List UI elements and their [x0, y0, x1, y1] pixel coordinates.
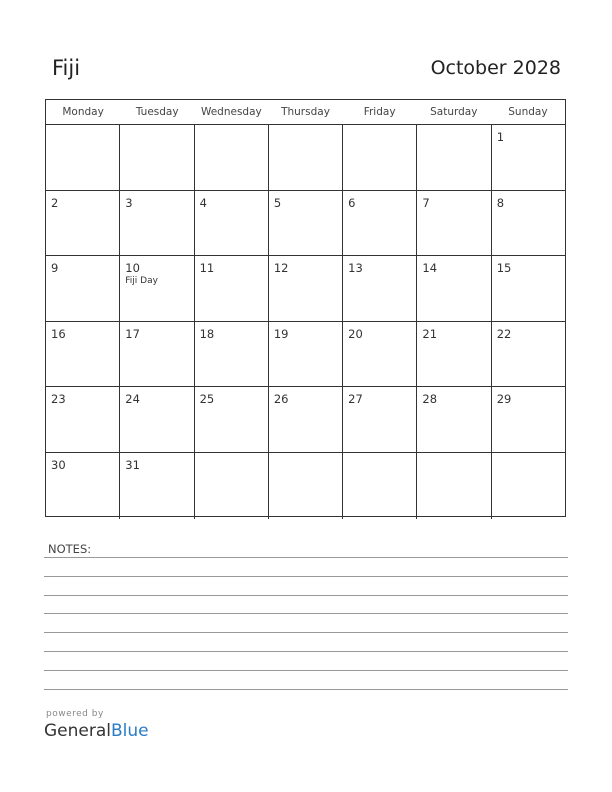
day-number: 9 [51, 261, 59, 276]
day-cell [269, 387, 343, 452]
day-cell [492, 322, 565, 387]
day-cell [46, 387, 120, 452]
weekday-thursday: Thursday [281, 106, 330, 118]
day-cell [120, 256, 194, 321]
day-number: 18 [199, 326, 215, 341]
day-cell [343, 191, 417, 256]
day-number: 10 [125, 261, 140, 276]
brand-general: General [44, 721, 111, 741]
day-number: 16 [51, 326, 66, 341]
brand-blue: Blue [111, 721, 149, 741]
day-cell [120, 387, 194, 452]
weekday-header-row [46, 100, 565, 125]
day-cell [417, 387, 491, 452]
month-year-title: October 2028 [430, 57, 561, 79]
day-number: 28 [422, 392, 438, 407]
day-cell [417, 322, 491, 387]
day-number: 6 [348, 195, 356, 210]
day-number: 31 [125, 457, 140, 472]
day-cell [492, 125, 565, 190]
day-cell [195, 125, 269, 190]
day-number: 2 [51, 195, 59, 210]
day-cell [269, 191, 343, 256]
notes-line [44, 613, 568, 614]
notes-line [44, 557, 568, 558]
weekday-monday: Monday [62, 106, 104, 118]
day-number: 8 [496, 195, 505, 210]
day-cell [269, 125, 343, 190]
day-number: 21 [422, 326, 438, 341]
day-cell [492, 256, 565, 321]
weekday-saturday: Saturday [430, 106, 478, 118]
day-cell [195, 191, 269, 256]
day-cell [417, 453, 491, 519]
week-row [46, 191, 565, 257]
day-number: 26 [273, 392, 289, 407]
day-cell [492, 453, 565, 519]
day-cell [46, 125, 120, 190]
day-number: 20 [348, 326, 363, 341]
day-number: 30 [51, 457, 66, 472]
day-cell [417, 191, 491, 256]
day-cell [343, 387, 417, 452]
day-cell [120, 191, 194, 256]
weekday-tuesday: Tuesday [135, 106, 179, 118]
holiday-label: Fiji Day [125, 276, 158, 287]
week-row [46, 453, 565, 519]
day-cell [46, 256, 120, 321]
day-cell [269, 322, 343, 387]
day-cell [46, 453, 120, 519]
day-number: 29 [496, 392, 512, 407]
day-cell [195, 387, 269, 452]
day-cell [492, 191, 565, 256]
day-number: 14 [422, 261, 438, 276]
day-cell [46, 191, 120, 256]
day-number: 22 [496, 326, 512, 341]
day-cell [417, 256, 491, 321]
day-cell [120, 125, 194, 190]
day-number: 3 [125, 195, 133, 210]
day-number: 11 [199, 261, 215, 276]
day-number: 27 [348, 392, 363, 407]
day-number: 23 [51, 392, 66, 407]
week-row [46, 256, 565, 322]
day-cell [492, 387, 565, 452]
day-number: 19 [273, 326, 289, 341]
day-cell [269, 256, 343, 321]
powered-by-text: powered by [46, 709, 104, 719]
weekday-wednesday: Wednesday [200, 106, 262, 118]
day-cell [343, 453, 417, 519]
notes-line [44, 651, 568, 652]
country-title: Fiji [52, 56, 81, 80]
day-number: 13 [348, 261, 363, 276]
day-cell [120, 322, 194, 387]
notes-line [44, 595, 568, 596]
notes-line [44, 689, 568, 690]
day-number: 5 [273, 195, 282, 210]
day-cell [343, 322, 417, 387]
calendar-grid [45, 99, 566, 517]
notes-line [44, 632, 568, 633]
day-number: 17 [125, 326, 140, 341]
day-number: 25 [199, 392, 215, 407]
day-number: 7 [422, 195, 430, 210]
day-cell [195, 453, 269, 519]
notes-line [44, 670, 568, 671]
day-cell [343, 256, 417, 321]
day-number: 12 [273, 261, 289, 276]
day-cell [120, 453, 194, 519]
brand-logo [44, 721, 149, 741]
day-number: 15 [496, 261, 512, 276]
weekday-sunday: Sunday [508, 106, 548, 118]
day-number: 24 [125, 392, 140, 407]
week-row [46, 125, 565, 191]
week-row [46, 322, 565, 388]
day-number: 4 [199, 195, 207, 210]
day-cell [417, 125, 491, 190]
week-row [46, 387, 565, 453]
day-cell [269, 453, 343, 519]
weekday-friday: Friday [363, 106, 396, 118]
day-cell [343, 125, 417, 190]
day-cell [195, 256, 269, 321]
day-cell [195, 322, 269, 387]
notes-line [44, 576, 568, 577]
day-cell [46, 322, 120, 387]
day-number: 1 [496, 130, 505, 144]
notes-label: NOTES: [48, 542, 92, 556]
